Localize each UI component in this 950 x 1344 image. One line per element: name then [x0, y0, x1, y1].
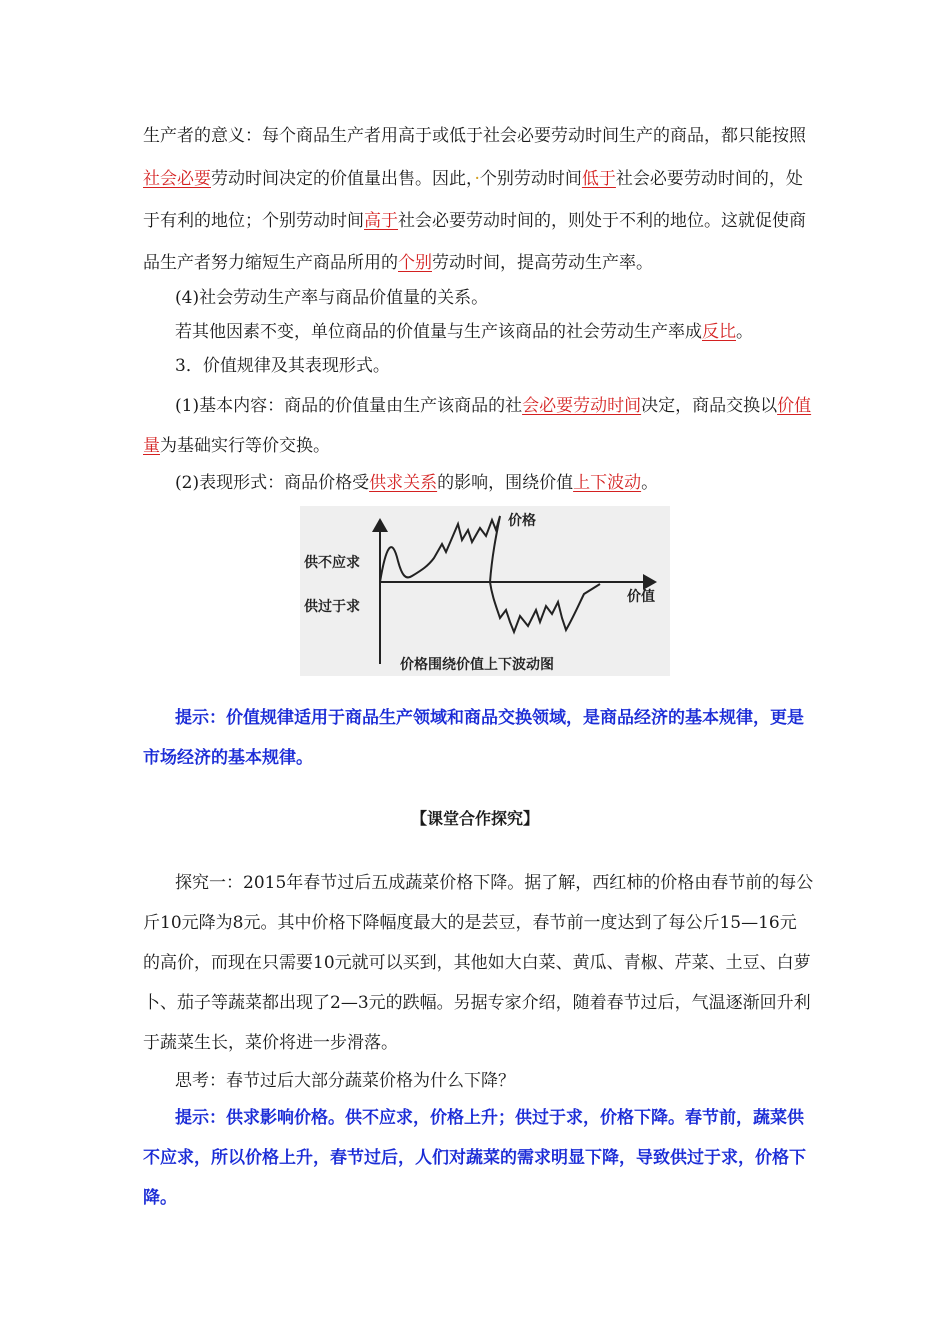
value-label: 价值: [627, 589, 655, 605]
paragraph-line: [143, 168, 823, 190]
answer-fill: 价值: [777, 396, 812, 416]
text: 的影响，围绕价值: [437, 473, 574, 493]
answer-fill: 供求关系: [369, 473, 438, 493]
answer-fill: 量: [143, 436, 160, 456]
paragraph-line: [143, 952, 823, 974]
shortage-label: 供不应求: [304, 555, 360, 571]
question-line: [175, 1070, 855, 1092]
text: 市场经济的基本规律。: [143, 748, 313, 768]
text: (4)社会劳动生产率与商品价值量的关系。: [175, 288, 489, 308]
text: 不应求，所以价格上升，春节过后，人们对蔬菜的需求明显下降，导致供过于求，价格下: [143, 1148, 806, 1168]
text: 降。: [143, 1188, 177, 1208]
section-heading: [175, 287, 855, 309]
text: 若其他因素不变，单位商品的价值量与生产该商品的社会劳动生产率成: [175, 322, 702, 342]
text: 提示：供求影响价格。供不应求，价格上升；供过于求，价格下降。春节前，蔬菜供: [175, 1108, 804, 1128]
fluctuation-diagram: [300, 506, 670, 676]
text: 社会必要劳动时间的，则处于不利的地位。这就促使商: [398, 211, 806, 231]
answer-fill: 高于: [364, 211, 398, 231]
paragraph-line: [175, 321, 855, 343]
paragraph-line: [143, 992, 823, 1014]
tip-line: [143, 747, 823, 769]
surplus-label: 供过于求: [304, 599, 360, 615]
text: 提示：价值规律适用于商品生产领域和商品交换领域，是商品经济的基本规律，更是: [175, 708, 804, 728]
price-value-figure: [300, 506, 670, 676]
text: 品生产者努力缩短生产商品所用的: [143, 253, 398, 273]
paragraph-line: [143, 912, 823, 934]
answer-fill: 上下波动: [573, 473, 642, 493]
price-label: 价格: [508, 513, 536, 529]
tip-line: [175, 707, 855, 729]
tip-line: [175, 1107, 855, 1129]
paragraph-line: [175, 872, 855, 894]
answer-fill: 社会必要: [143, 169, 211, 189]
paragraph-line: [143, 210, 823, 232]
text: 社会必要劳动时间的，处: [615, 169, 803, 189]
text: 于有利的地位；个别劳动时间: [143, 211, 364, 231]
price-curve: [380, 516, 600, 632]
text: 劳动时间决定的价值量出售。因此，: [211, 169, 475, 189]
paragraph-line: [143, 252, 823, 274]
text: (2)表现形式：商品价格受: [175, 473, 370, 493]
section-heading: [175, 355, 855, 377]
text: 卜、茄子等蔬菜都出现了2—3元的跌幅。另据专家介绍，随着春节过后，气温逐渐回升利: [143, 993, 811, 1013]
text: 思考：春节过后大部分蔬菜价格为什么下降？: [175, 1071, 515, 1091]
paragraph-line: [175, 395, 855, 417]
tip-line: [143, 1147, 823, 1169]
answer-fill: 反比: [702, 322, 736, 342]
answer-fill: 会必要劳动时间: [522, 396, 642, 416]
tip-line: [143, 1187, 823, 1209]
text: 斤10元降为8元。其中价格下降幅度最大的是芸豆，春节前一度达到了每公斤15—16元: [143, 913, 797, 933]
mark-dot: ·: [474, 169, 480, 189]
text: 为基础实行等价交换。: [160, 436, 330, 456]
text: 个别劳动时间: [479, 169, 582, 189]
text: 。: [736, 322, 753, 342]
text: 探究一：2015年春节过后五成蔬菜价格下降。据了解，西红柿的价格由春节前的每公: [175, 873, 814, 893]
paragraph-line: [175, 472, 855, 494]
text: 3．价值规律及其表现形式。: [175, 356, 390, 376]
text: 决定，商品交换以: [641, 396, 778, 416]
paragraph-line: [143, 435, 823, 457]
answer-fill: 个别: [398, 253, 432, 273]
paragraph-line: [143, 125, 823, 147]
paragraph-line: [143, 1032, 823, 1054]
text: 于蔬菜生长，菜价将进一步滑落。: [143, 1033, 398, 1053]
answer-fill: 低于: [581, 169, 616, 189]
section-title: 【课堂合作探究】: [410, 809, 539, 828]
figure-caption: 价格围绕价值上下波动图: [400, 657, 554, 673]
text: 劳动时间，提高劳动生产率。: [432, 253, 653, 273]
text: (1)基本内容：商品的价值量由生产该商品的社: [175, 396, 523, 416]
text: 的高价，而现在只需要10元就可以买到，其他如大白菜、黄瓜、青椒、芹菜、土豆、白萝: [143, 953, 811, 973]
text: 生产者的意义：每个商品生产者用高于或低于社会必要劳动时间生产的商品，都只能按照: [143, 126, 806, 146]
text: 。: [641, 473, 659, 493]
